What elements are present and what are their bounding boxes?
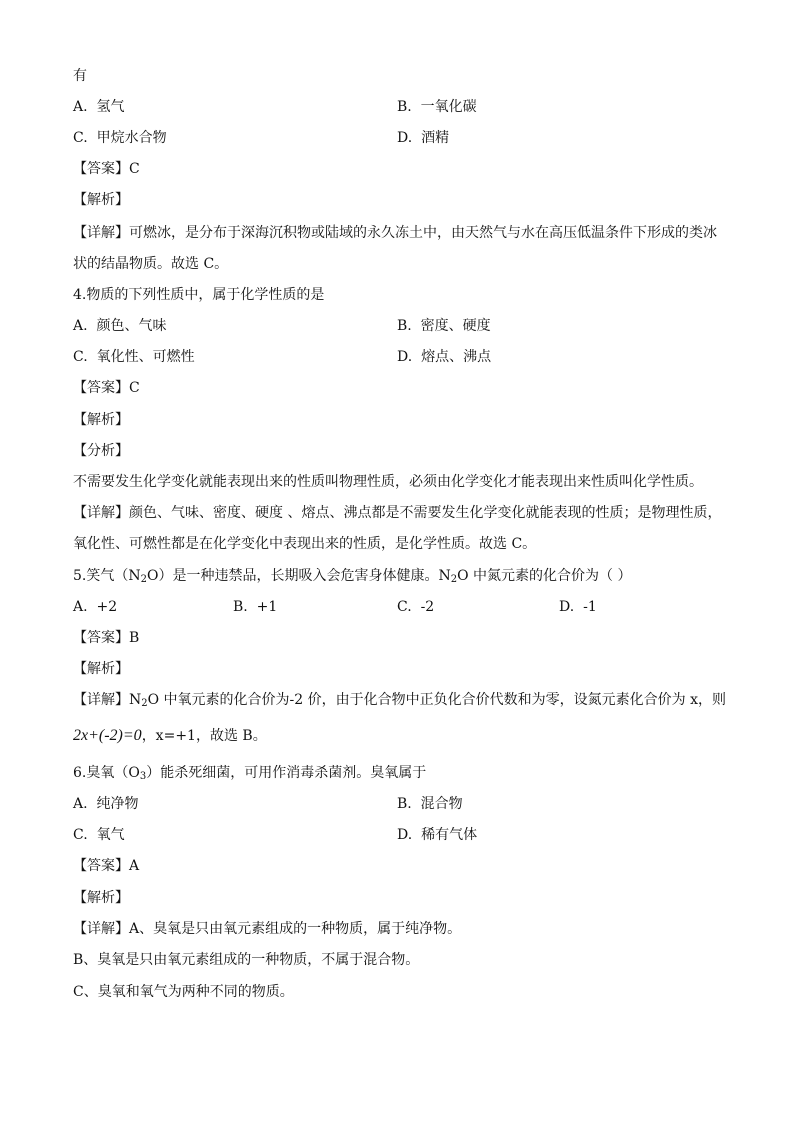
q4-detail-line-1: 【详解】颜色、气味、密度、硬度 、熔点、沸点都是不需要发生化学变化就能表现的性质；是物理性质， [73, 505, 722, 521]
q5-stem: 5.笑气$(N_2O)$是一种违禁品，长期吸入会危害身体健康。$N_2O$ 中氮元素的化合价为（ ） [73, 568, 632, 585]
q4-detail-line-2: 氧化性、可燃性都是在化学变化中表现出来的性质，是化学性质。故选 C。 [73, 536, 537, 552]
q4-fenxi-heading: 【分析】 [73, 443, 129, 459]
question-fragment: 有 [73, 68, 87, 84]
q3-analysis-heading: 【解析】 [73, 192, 129, 208]
q3-answer: 【答案】C [73, 161, 140, 177]
q4-option-d: D. 熔点、沸点 [397, 349, 492, 365]
q6-option-d: D. 稀有气体 [397, 827, 478, 843]
q5-option-b: B. +1 [233, 599, 278, 615]
q3-detail-line-2: 状的结晶物质。故选 C。 [73, 256, 229, 272]
q5-option-c: C. -2 [397, 599, 435, 615]
q4-option-a: A. 颜色、气味 [73, 318, 167, 334]
q6-detail-line-3: C、臭氧和氧气为两种不同的物质。 [73, 984, 294, 1000]
q5-detail-line-1: 【详解】$N_2O$ 中氧元素的化合价为-2 价，由于化合物中正负化合价代数和为零，设氮元素化合价为 x，则 [73, 692, 726, 709]
q3-option-d: D. 酒精 [397, 130, 450, 146]
q3-option-a: A. 氢气 [73, 99, 125, 115]
q3-option-b: B. 一氧化碳 [397, 99, 477, 115]
q4-analysis-heading: 【解析】 [73, 412, 129, 428]
q4-option-b: B. 密度、硬度 [397, 318, 491, 334]
q6-detail-line-1: 【详解】A、臭氧是只由氧元素组成的一种物质，属于纯净物。 [73, 921, 462, 937]
q4-answer: 【答案】C [73, 380, 140, 396]
q5-analysis-heading: 【解析】 [73, 661, 129, 677]
q5-equation: 2x+(-2)=0 [73, 727, 142, 744]
q5-answer: 【答案】B [73, 630, 140, 646]
q4-option-c: C. 氧化性、可燃性 [73, 349, 195, 365]
q6-answer: 【答案】A [73, 858, 140, 874]
q6-stem: 6.臭氧$(O_3)$能杀死细菌，可用作消毒杀菌剂。臭氧属于 [73, 765, 427, 782]
q4-fenxi-text: 不需要发生化学变化就能表现出来的性质叫物理性质，必须由化学变化才能表现出来性质叫化学性质。 [73, 474, 703, 490]
q6-option-b: B. 混合物 [397, 796, 463, 812]
q6-detail-line-2: B、臭氧是只由氧元素组成的一种物质，不属于混合物。 [73, 952, 420, 968]
q4-stem: 4.物质的下列性质中，属于化学性质的是 [73, 287, 325, 303]
q5-detail-line-2: 2x+(-2)=0，x=+1，故选 B。 [73, 727, 267, 744]
q3-detail-line-1: 【详解】可燃冰，是分布于深海沉积物或陆域的永久冻土中，由天然气与水在高压低温条件下形成的类冰 [73, 225, 717, 241]
q6-option-a: A. 纯净物 [73, 796, 139, 812]
q5-option-d: D. -1 [559, 599, 597, 615]
q6-option-c: C. 氧气 [73, 827, 125, 843]
q5-option-a: A. +2 [73, 599, 118, 615]
q6-analysis-heading: 【解析】 [73, 890, 129, 906]
q3-option-c: C. 甲烷水合物 [73, 130, 167, 146]
